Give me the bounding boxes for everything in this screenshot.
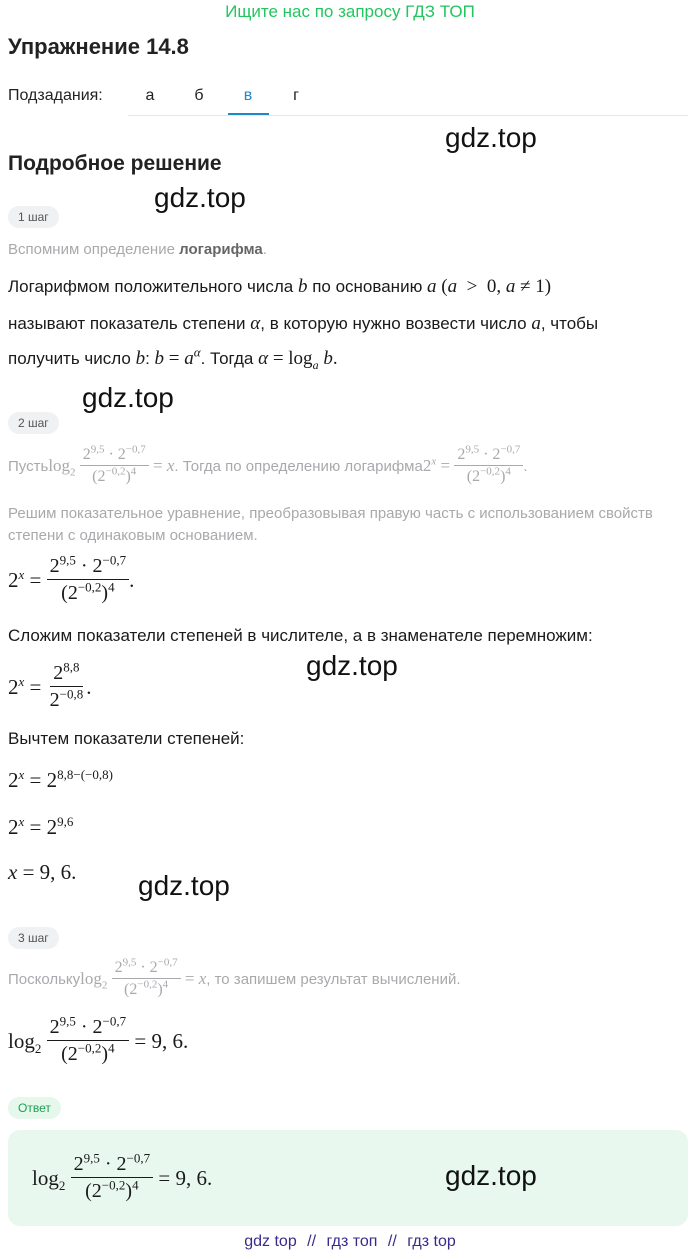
solve-description: Решим показательное уравнение, преобразовывая правую часть с использованием свойств степени с одинаковым основанием. [8, 505, 653, 544]
subtasks-label: Подзадания: [8, 87, 103, 104]
since-statement: Поскольку $\log_2$ $\frac{2^{9,5} \cdot 2^{-0,7}}{(2^{-0,2})^4}$ = x , то запишем результат вычислений. [8, 956, 461, 998]
active-tab-indicator [228, 113, 269, 115]
step-badge: 1 шаг [8, 206, 59, 228]
watermark: gdz.top [82, 382, 174, 413]
tab-b[interactable]: б [194, 87, 204, 104]
answer-equation: $\log_2$ $\frac{2^{9,5} \cdot 2^{-0,7}}{(2^{-0,2})^4}$ = 9, 6. [32, 1149, 213, 1202]
equation-1: $2^x$ = $\frac{2^{9,5} \cdot 2^{-0,7}}{(2^{-0,2})^4}$ . [8, 551, 135, 604]
result-equation: $\log_2$ $\frac{2^{9,5} \cdot 2^{-0,7}}{(2^{-0,2})^4}$ = 9, 6. [8, 1012, 189, 1065]
let-statement: Пусть $\log_2$ $\frac{2^{9,5} \cdot 2^{-0,7}}{(2^{-0,2})^4}$ = x . Тогда по определению логарифма $2^x$ = $\frac{2^{9,5} \cdot 2^{-0,7}}{(2^{-0,2})^4}$ . [8, 443, 528, 485]
step-badge: 2 шаг [8, 412, 59, 434]
step-badge: 3 шаг [8, 927, 59, 949]
equation-3: $2^x = 2^{8,8-(-0,8)}$ [8, 767, 113, 792]
footer-separator: // [387, 1233, 397, 1250]
solution-heading: Подробное решение [8, 152, 222, 175]
watermark: gdz.top [306, 650, 398, 681]
equation-4: $2^x = 2^{9,6}$ [8, 814, 74, 839]
watermark: gdz.top [445, 1160, 537, 1191]
equation-5: x = 9, 6. [8, 860, 77, 884]
footer-link[interactable]: гдз топ [326, 1233, 378, 1250]
exercise-title: Упражнение 14.8 [8, 34, 189, 59]
definition-line-1: Логарифмом положительного числа b по основанию a (a > 0, a ≠ 1) [8, 276, 552, 297]
footer-links [0, 1233, 700, 1251]
tab-a[interactable]: а [145, 87, 155, 104]
add-exponents-text: Сложим показатели степеней в числителе, а в знаменателе перемножим: [8, 626, 593, 645]
footer-separator: // [307, 1233, 317, 1250]
footer-link[interactable]: гдз top [407, 1233, 456, 1250]
recall-text: Вспомним определение логарифма. [8, 241, 267, 258]
definition-line-2: называют показатель степени α, в которую нужно возвести число a, чтобы [8, 313, 599, 334]
tab-v[interactable]: в [243, 87, 253, 104]
tabs-divider [128, 115, 688, 116]
tab-g[interactable]: г [293, 87, 299, 104]
footer-link[interactable]: gdz top [244, 1233, 297, 1250]
watermark: gdz.top [154, 182, 246, 213]
search-hint-link[interactable]: Ищите нас по запросу ГДЗ ТОП [225, 2, 475, 21]
watermark: gdz.top [138, 870, 230, 901]
equation-2: $2^x$ = $\frac{2^{8,8}}{2^{-0,8}}$ . [8, 658, 92, 711]
definition-line-3: получить число b: $b = a^\alpha$. Тогда $\alpha = \log_a b$. [8, 344, 338, 372]
watermark: gdz.top [445, 122, 537, 153]
subtract-exponents-text: Вычтем показатели степеней: [8, 729, 245, 748]
answer-badge: Ответ [8, 1097, 61, 1119]
